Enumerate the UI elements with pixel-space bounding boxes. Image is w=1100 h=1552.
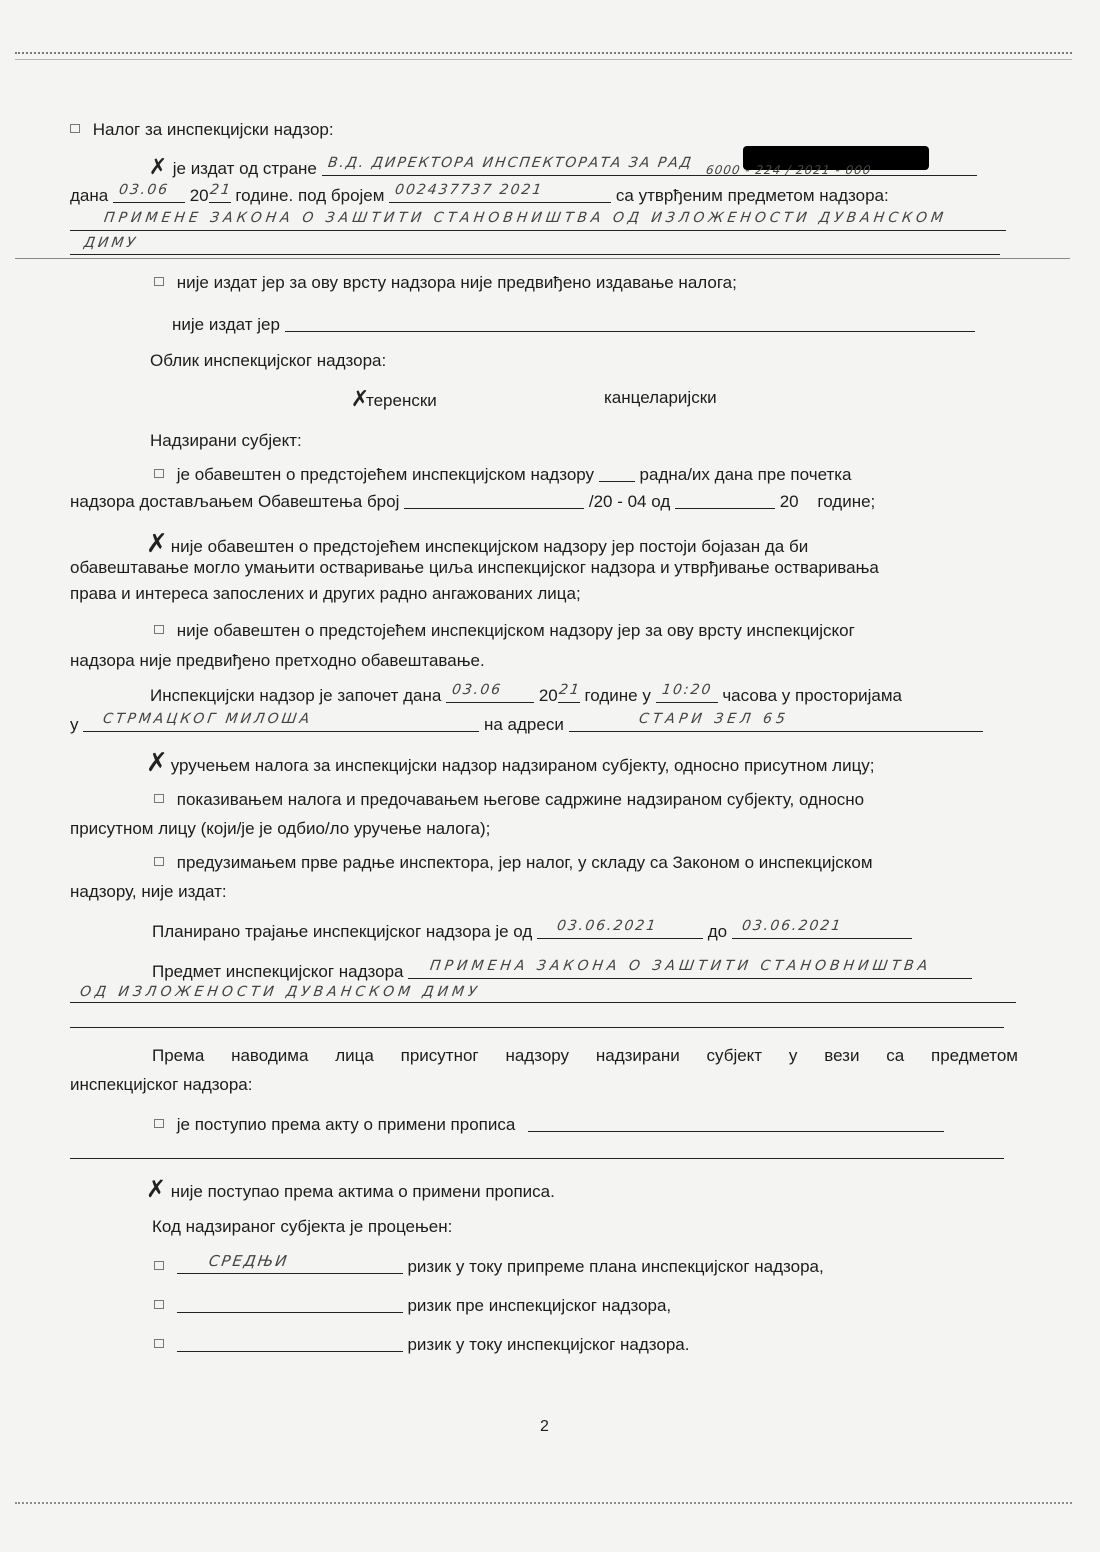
start-year-field[interactable] [558, 684, 580, 703]
not-notified-risk-row [146, 529, 809, 559]
order-year-value: 21 [208, 182, 233, 198]
acted-text: је поступио према акту о примени прописа [176, 1115, 516, 1134]
order-number-field[interactable] [389, 184, 611, 203]
subject-heading: Надзирани субјект: [150, 431, 302, 450]
not-acted-text: није поступао према актима о примени прописа. [170, 1182, 555, 1201]
delivery-row [146, 748, 875, 778]
x-mark-icon[interactable]: ✗ [146, 1175, 167, 1203]
order-subject-line-1[interactable] [70, 229, 1006, 231]
place-field[interactable] [83, 713, 479, 732]
notified-text-f: 20 [779, 492, 799, 511]
start-date-field[interactable] [446, 684, 534, 703]
notified-row-1 [150, 463, 1016, 486]
form-field-option[interactable] [350, 389, 437, 412]
first-action-row [150, 852, 873, 874]
checkbox-empty[interactable] [154, 1339, 164, 1348]
scan-top-edge [15, 52, 1072, 60]
statements-intro-1: Према наводима лица присутног надзору надзирани субјект у вези са предметом [152, 1046, 1018, 1065]
start-year-value: 21 [557, 682, 582, 698]
order-heading-row [70, 119, 334, 141]
order-subject-value-2: ДИМУ [82, 235, 140, 251]
risk-planning-row [150, 1252, 824, 1278]
hours-label: часова у просторијама [722, 686, 903, 705]
order-heading: Налог за инспекцијски надзор: [92, 120, 334, 139]
checkbox-empty[interactable] [154, 857, 164, 866]
scope-line-3[interactable] [70, 1026, 1004, 1028]
statements-intro-2: инспекцијског надзора: [70, 1075, 253, 1094]
address-value: СТАРИ ЗЕЛ 65 [637, 711, 790, 727]
section-divider [15, 258, 1070, 259]
checkbox-empty[interactable] [154, 794, 164, 803]
duration-from-value: 03.06.2021 [555, 918, 659, 934]
notified-text-c: надзора достављањем Обавештења број [70, 492, 400, 511]
duration-to-label: до [707, 922, 728, 941]
not-issued-type-row [150, 272, 737, 294]
duration-label: Планирано трајање инспекцијског надзора је од [152, 922, 533, 941]
address-label: на адреси [483, 715, 564, 734]
start-year-suffix: године у [584, 686, 651, 705]
start-year-prefix: 20 [538, 686, 558, 705]
form-office-option[interactable] [604, 387, 717, 409]
risk-during-field[interactable] [177, 1333, 403, 1352]
showing-text-2: присутном лицу (који/је је одбио/ло уручење налога); [70, 819, 491, 838]
risk-planning-field[interactable] [177, 1252, 403, 1274]
not-issued-because-row [172, 313, 975, 336]
start-date-value: 03.06 [450, 682, 504, 698]
checkbox-empty[interactable] [154, 1300, 164, 1309]
scope-field-1[interactable] [408, 960, 972, 979]
risk-planning-text: ризик у току припреме плана инспекцијског надзора, [407, 1257, 824, 1276]
not-issued-type: није издат јер за ову врсту надзора није предвиђено издавање налога; [176, 273, 737, 292]
order-year-field[interactable] [209, 184, 231, 203]
start-row-2 [70, 713, 983, 736]
checkbox-empty[interactable] [70, 124, 80, 133]
not-notified-risk-3: права и интереса запослених и других радно ангажованих лица; [70, 584, 581, 603]
first-action-text-2: надзору, није издат: [70, 882, 227, 901]
checkbox-empty[interactable] [154, 1261, 164, 1270]
notified-row-2 [70, 490, 875, 513]
scope-label: Предмет инспекцијског надзора [152, 962, 404, 981]
not-notified-risk-2: обавештавање могло умањити остваривање циља инспекцијског надзора и утврђивање остваривања [70, 558, 879, 577]
x-mark-icon[interactable]: ✗ [148, 155, 168, 180]
order-date-row [70, 184, 889, 207]
form-office-label: канцеларијски [604, 388, 717, 407]
delivery-text: уручењем налога за инспекцијски надзор надзираном субјекту, односно присутном лицу; [170, 756, 875, 775]
risk-label: Код надзираног субјекта је процењен: [152, 1217, 453, 1236]
acted-row [150, 1113, 944, 1136]
not-issued-reason-field[interactable] [285, 313, 975, 332]
risk-planning-value: СРЕДЊИ [207, 1252, 290, 1270]
order-subject-value-1: ПРИМЕНЕ ЗАКОНА О ЗАШТИТИ СТАНОВНИШТВА ОД ИЗЛОЖЕНОСТИ ДУВАНСКОМ [102, 210, 949, 226]
acted-field[interactable] [528, 1113, 944, 1132]
issued-by-label: је издат од стране [172, 159, 317, 178]
duration-to-field[interactable] [732, 920, 912, 939]
risk-during-text: ризик у току инспекцијског надзора. [407, 1335, 690, 1354]
duration-to-value: 03.06.2021 [740, 918, 844, 934]
risk-during-row [150, 1333, 689, 1356]
checkbox-empty[interactable] [154, 625, 164, 634]
issued-by-value: В.Д. ДИРЕКТОРА ИНСПЕКТОРАТА ЗА РАД [326, 155, 694, 171]
order-subject-line-2[interactable] [70, 253, 1000, 255]
order-number-note: 6000 - 224 / 2021 - 000 [705, 163, 873, 177]
notice-date-field[interactable] [675, 490, 775, 509]
duration-from-field[interactable] [537, 920, 703, 939]
not-acted-row [146, 1175, 555, 1203]
duration-row [152, 920, 912, 943]
not-notified-type-2: надзора није предвиђено претходно обавештавање. [70, 651, 485, 670]
not-notified-type-1: није обавештен о предстојећем инспекцијском надзору јер за ову врсту инспекцијског [176, 621, 855, 640]
checkbox-empty[interactable] [154, 469, 164, 478]
risk-before-field[interactable] [177, 1294, 403, 1313]
notified-text-e: - 04 од [617, 492, 671, 511]
notified-text-d: /20 [588, 492, 613, 511]
checkbox-empty[interactable] [154, 277, 164, 286]
in-label: у [70, 715, 79, 734]
order-date-value: 03.06 [117, 182, 171, 198]
order-date-field[interactable] [113, 184, 185, 203]
scope-line-2[interactable] [70, 1001, 1016, 1003]
checkbox-empty[interactable] [154, 1119, 164, 1128]
scope-value-1: ПРИМЕНА ЗАКОНА О ЗАШТИТИ СТАНОВНИШТВА [429, 958, 933, 974]
start-row-1 [150, 684, 902, 707]
scope-row [152, 960, 972, 983]
notice-number-field[interactable] [404, 490, 584, 509]
start-time-value: 10:20 [660, 682, 714, 698]
risk-before-text: ризик пре инспекцијског надзора, [407, 1296, 672, 1315]
year-suffix: године. под бројем [235, 186, 385, 205]
page-number: 2 [540, 1418, 549, 1435]
form-label: Облик инспекцијског надзора: [150, 351, 387, 370]
x-mark-icon[interactable]: ✗ [350, 387, 370, 412]
start-time-field[interactable] [656, 684, 718, 703]
showing-row [150, 789, 864, 811]
notified-days-field[interactable] [599, 463, 635, 482]
risk-before-row [150, 1294, 671, 1317]
place-value: СТРМАЦКОГ МИЛОША [102, 711, 314, 727]
notified-text-g: године; [817, 492, 876, 511]
started-label: Инспекцијски надзор је започет дана [150, 686, 442, 705]
year-prefix: 20 [189, 186, 209, 205]
not-notified-type-row [150, 620, 855, 642]
order-number-value: 002437737 2021 [394, 182, 545, 198]
form-field-label: теренски [366, 391, 437, 410]
scope-value-2: ОД ИЗЛОЖЕНОСТИ ДУВАНСКОМ ДИМУ [78, 984, 482, 1000]
notified-text-a: је обавештен о предстојећем инспекцијском надзору [176, 465, 595, 484]
first-action-text-1: предузимањем прве радње инспектора, јер налог, у складу са Законом о инспекцијском [176, 853, 873, 872]
notified-text-b: радна/их дана пре почетка [639, 465, 852, 484]
address-field[interactable] [569, 713, 983, 732]
acted-line-2[interactable] [70, 1157, 1004, 1159]
date-label: дана [70, 186, 109, 205]
not-notified-risk-1: није обавештен о предстојећем инспекцијском надзору јер постоји бојазан да би [170, 537, 809, 556]
x-mark-icon[interactable]: ✗ [146, 529, 168, 559]
showing-text-1: показивањем налога и предочавањем његове садржине надзираном субјекту, односно [176, 790, 865, 809]
x-mark-icon[interactable]: ✗ [146, 748, 168, 778]
not-issued-because: није издат јер [172, 315, 280, 334]
subject-label: са утврђеним предметом надзора: [615, 186, 889, 205]
scan-bottom-edge [15, 1502, 1072, 1507]
